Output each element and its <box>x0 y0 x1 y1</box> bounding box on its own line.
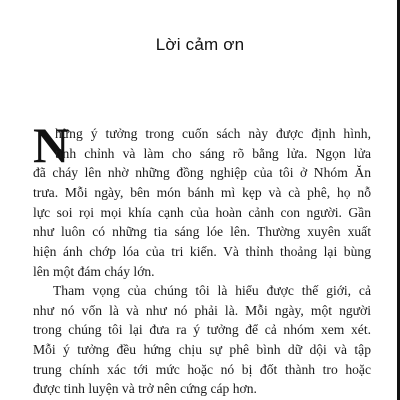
drop-cap: N <box>33 117 70 173</box>
paragraph-line: hững ý tưởng trong cuốn sách này được định hình, <box>55 126 371 141</box>
paragraph-line: hiện ánh chớp lóa của tri kiến. Và thỉnh thoảng lại bùng <box>33 244 371 260</box>
page-title: Lời cảm ơn <box>155 35 245 54</box>
paragraph-line: trong chúng tôi lại đưa ra ý tưởng để cả nhóm xem xét. <box>33 322 371 338</box>
paragraph-line: như luôn có những tia sáng lóe lên. Thường xuyên xuất <box>33 224 371 240</box>
paragraph-line: Tham vọng của chúng tôi là hiểu được thế giới, cả <box>53 283 371 298</box>
paragraph-line: trung chính xác tới mức hoặc nó bị đốt thành tro hoặc <box>33 361 371 377</box>
paragraph-line: Mỗi ý tưởng đều hứng chịu sự phê bình dữ dội và tập <box>33 342 371 358</box>
paragraph-line: như nó vốn là và như nó phải là. Mỗi ngày, một người <box>33 302 371 318</box>
paragraph-line: tinh chỉnh và làm cho sáng rõ bằng lửa. Ngọn lửa <box>55 145 371 161</box>
paragraph-line: trưa. Mỗi ngày, bên món bánh mì kẹp và cà phê, họ nỗ <box>33 185 371 201</box>
paragraph-line: lực soi rọi mọi khía cạnh của hoàn cảnh con người. Gần <box>33 204 371 220</box>
paragraph-1 <box>33 117 371 282</box>
paragraph-line: được tinh luyện và trở nên cứng cáp hơn. <box>33 381 257 397</box>
paragraph-2 <box>33 281 371 399</box>
paragraph-line: lên một đám cháy lớn. <box>33 263 155 279</box>
paragraph-line: đã cháy lên nhờ những đồng nghiệp của tôi ở Nhóm Ăn <box>33 165 371 181</box>
